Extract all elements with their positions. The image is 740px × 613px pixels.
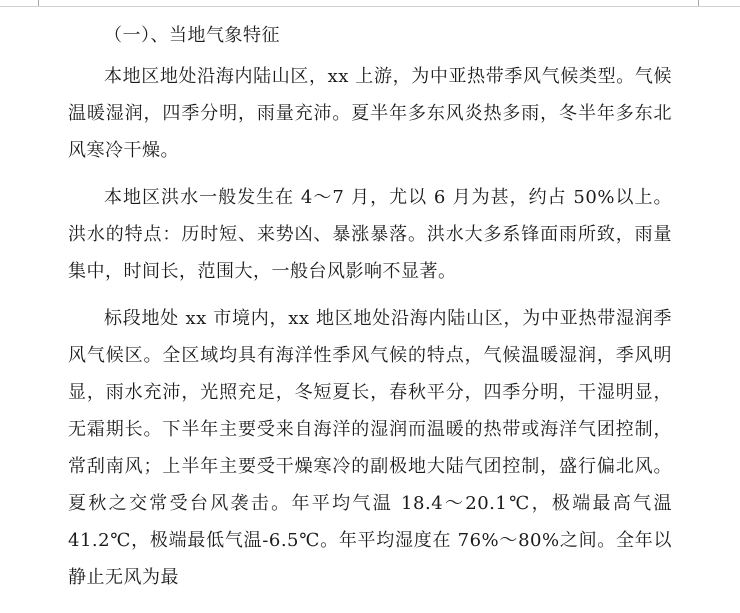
document-body	[68, 20, 672, 606]
paragraph-region-climate: 标段地处 xx 市境内，xx 地区地处沿海内陆山区，为中亚热带湿润季风气候区。全区域均具有海洋性季风气候的特点，气候温暖湿润，季风明显，雨水充沛，光照充足，冬短夏长，春秋平分，四季分明，干湿明显，无霜期长。下半年主要受来自海洋的湿润而温暖的热带或海洋气团控制，常刮南风；上半年主要受干燥寒冷的副极地大陆气团控制，盛行偏北风。夏秋之交常受台风袭击。年平均气温 18.4～20.1℃，极端最高气温 41.2℃，极端最低气温-6.5℃。年平均湿度在 76%～80%之间。全年以静止无风为最	[68, 308, 672, 588]
paragraph-flood: 本地区洪水一般发生在 4～7 月，尤以 6 月为甚，约占 50%以上。洪水的特点：历时短、来势凶、暴涨暴落。洪水大多系锋面雨所致，雨量集中，时间长，范围大，一般台风影响不显著。	[68, 187, 672, 282]
page-top-edge	[0, 0, 740, 7]
section-heading: （一）、当地气象特征	[104, 25, 280, 46]
margin-corner-mark-left	[38, 0, 39, 6]
paragraph-climate-type: 本地区地处沿海内陆山区，xx 上游，为中亚热带季风气候类型。气候温暖湿润，四季分明，雨量充沛。夏半年多东风炎热多雨，冬半年多东北风寒冷干燥。	[68, 66, 672, 161]
margin-corner-mark-right	[698, 0, 699, 6]
